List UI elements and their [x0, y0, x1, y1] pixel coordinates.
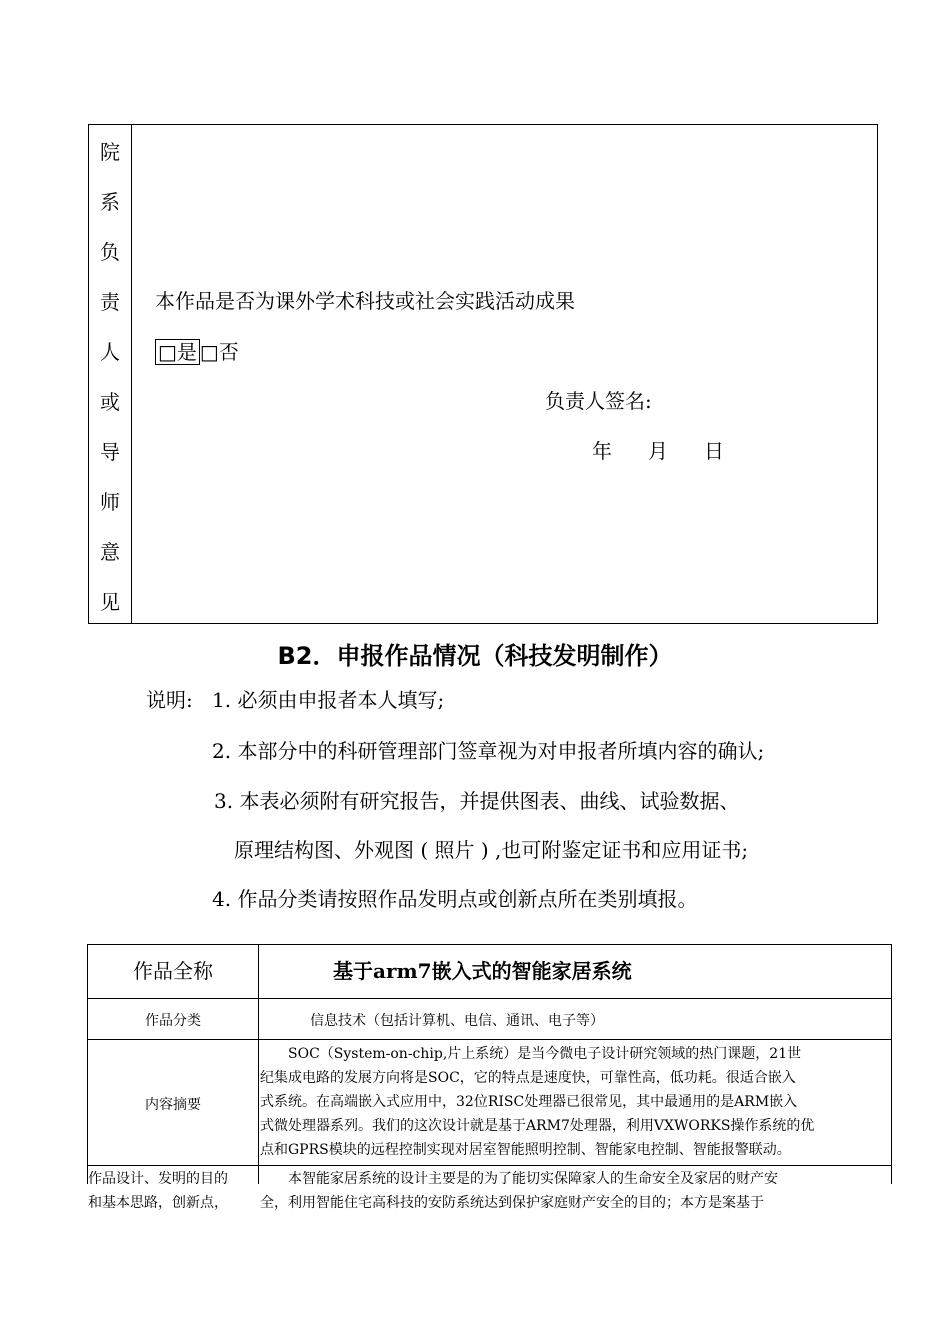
work-info-table [87, 944, 892, 1211]
column-divider [258, 945, 259, 1184]
purpose-label-line: 作品设计、发明的目的 [88, 1171, 228, 1187]
purpose-line: 全，利用智能住宅高科技的安防系统达到保护家庭财产安全的目的；本方是案基于 [260, 1195, 764, 1211]
opinion-label-char: 系 [100, 190, 120, 214]
advisor-opinion-table [88, 124, 878, 624]
opinion-label-char: 师 [100, 490, 120, 514]
purpose-label-line: 和基本思路，创新点， [88, 1195, 228, 1211]
purpose-label [88, 1167, 258, 1215]
note-item: 3. 本表必须附有研究报告，并提供图表、曲线、试验数据、 [214, 789, 740, 813]
date-month: 月 [648, 439, 668, 463]
opinion-label-char: 意 [100, 540, 120, 564]
abstract-line: 点和GPRS模块的远程控制实现对居室智能照明控制、智能家电控制、智能报警联动。 [260, 1142, 791, 1158]
purpose-line: 本智能家居系统的设计主要是的为了能切实保障家人的生命安全及家居的财产安 [288, 1171, 778, 1187]
note-item: 原理结构图、外观图 ( 照片 ) ,也可附鉴定证书和应用证书; [234, 838, 749, 862]
abstract-label: 内容摘要 [145, 1097, 201, 1113]
date-year: 年 [592, 439, 612, 463]
note-item: 2. 本部分中的科研管理部门签章视为对申报者所填内容的确认; [212, 739, 765, 763]
row-divider [88, 998, 891, 999]
note-item: 1. 必须由申报者本人填写; [212, 688, 445, 712]
full-name-label: 作品全称 [133, 959, 213, 983]
signature-label: 负责人签名: [545, 389, 652, 413]
row-divider [88, 1165, 891, 1166]
section-heading: B2．申报作品情况（科技发明制作） [277, 642, 673, 670]
opinion-label-char: 责 [100, 290, 120, 314]
abstract-line: 式微处理器系列。我们的这次设计就是基于ARM7处理器，利用VXWORKS操作系统的优 [260, 1118, 815, 1134]
opinion-label-char: 院 [100, 140, 120, 164]
notes-prefix: 说明: [146, 688, 193, 712]
row-divider [88, 1039, 891, 1040]
abstract-line: SOC（System-on-chip,片上系统）是当今微电子设计研究领域的热门课题，21世 [288, 1046, 802, 1062]
opinion-label-char: 人 [100, 340, 120, 364]
column-divider [131, 125, 132, 623]
full-name-value: 基于arm7嵌入式的智能家居系统 [333, 959, 632, 983]
abstract-line: 纪集成电路的发展方向将是SOC，它的特点是速度快，可靠性高，低功耗。很适合嵌入 [260, 1070, 796, 1086]
abstract-line: 式系统。在高端嵌入式应用中，32位RISC处理器已很常见，其中最通用的是ARM嵌入 [260, 1094, 798, 1110]
note-item: 4. 作品分类请按照作品发明点或创新点所在类别填报。 [212, 887, 698, 911]
purpose-text [260, 1167, 890, 1215]
date-day: 日 [704, 439, 724, 463]
opinion-label-char: 导 [100, 440, 120, 464]
abstract-text [260, 1042, 890, 1162]
opinion-label-char: 见 [100, 590, 120, 614]
category-value: 信息技术（包括计算机、电信、通讯、电子等） [310, 1013, 604, 1029]
option-yes-checkbox[interactable]: □是 [155, 339, 200, 365]
opinion-label-char: 负 [100, 240, 120, 264]
category-label: 作品分类 [145, 1013, 201, 1029]
achievement-question: 本作品是否为课外学术科技或社会实践活动成果 [155, 289, 575, 313]
option-no-checkbox[interactable]: □否 [199, 340, 239, 364]
achievement-options [155, 339, 239, 365]
opinion-label-char: 或 [100, 390, 120, 414]
